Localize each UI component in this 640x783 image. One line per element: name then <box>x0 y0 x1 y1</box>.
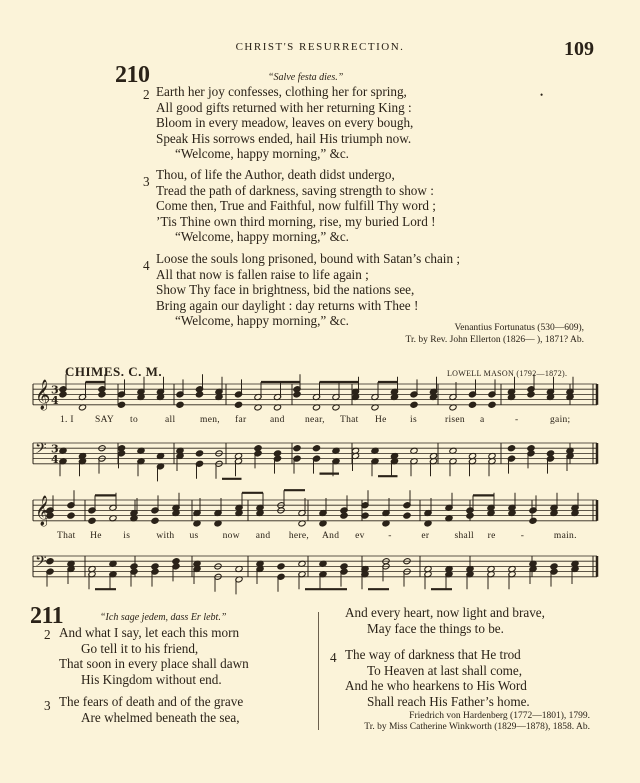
note-head <box>67 512 75 519</box>
note-head <box>117 401 125 408</box>
note-head <box>527 391 535 398</box>
stanza-refrain: “Welcome, happy morning,” &c. <box>175 229 349 245</box>
author-credit: Friedrich von Hardenberg (1772—1801), 1799. <box>409 711 590 721</box>
note-head <box>507 445 515 452</box>
stanza-line: Go tell it to his friend, <box>81 640 199 656</box>
lyric-word: 1. I <box>60 415 74 425</box>
stanza-number: 2 <box>44 627 51 642</box>
composer-credit: LOWELL MASON (1792—1872). <box>447 369 568 378</box>
tune-name: CHIMES. C. M. <box>65 364 163 379</box>
stanza-line: His Kingdom without end. <box>81 671 222 687</box>
lyric-word: - <box>515 415 519 425</box>
lyric-word: shall <box>454 531 474 541</box>
staff-lines <box>33 384 597 577</box>
note-head <box>403 512 411 519</box>
lyric-word: far <box>235 415 247 425</box>
stanza-line: And what I say, let each this morn <box>59 625 240 640</box>
hymn211-stanza-2 <box>59 625 249 687</box>
author-credit: Venantius Fortunatus (530—609), <box>454 323 584 333</box>
note-head <box>529 517 537 524</box>
translator-credit: Tr. by Rev. John Ellerton (1826— ), 1871? Ab. <box>405 335 584 345</box>
note-head <box>195 450 203 457</box>
time-signature: 4 <box>51 453 59 466</box>
stanza-refrain: “Welcome, happy morning,” &c. <box>175 146 349 162</box>
lyric-word: now <box>222 531 240 541</box>
note-head <box>277 563 285 570</box>
note-head <box>98 391 106 398</box>
lyric-word: us <box>189 531 199 541</box>
stanza-line: To Heaven at last shall come, <box>367 662 523 678</box>
lyric-word: That <box>340 415 359 425</box>
hymn-german-title: “Ich sage jedem, dass Er lebt.” <box>100 612 227 623</box>
note-head <box>293 445 301 452</box>
note-head <box>410 401 418 408</box>
hymn211-stanza-4 <box>345 647 530 709</box>
bass-clef-icon: 𝄢 <box>35 440 47 461</box>
stanza-line: Bloom in every meadow, leaves on every bough, <box>156 115 414 131</box>
clefs <box>35 379 59 574</box>
stanza-line: Come then, True and Faithful, now fulfill Thy word ; <box>156 198 436 214</box>
note-head <box>46 558 54 565</box>
note-head <box>312 445 320 452</box>
ink-dot: • <box>540 90 544 100</box>
lyric-word: He <box>90 531 102 541</box>
lyric-word: er <box>421 531 430 541</box>
note-head <box>176 401 184 408</box>
lyric-word: He <box>375 415 387 425</box>
note-head <box>234 401 242 408</box>
column-divider <box>318 612 319 730</box>
time-signature: 3 <box>51 442 59 456</box>
note-head <box>488 401 496 408</box>
stanza-number: 3 <box>143 174 150 189</box>
stanza-number: 3 <box>44 698 51 713</box>
stanza-line: Are whelmed beneath the sea, <box>81 709 240 725</box>
lyric-word: all <box>165 415 176 425</box>
lyric-word: And <box>322 531 340 541</box>
running-header: CHRIST'S RESURRECTION. <box>235 41 405 53</box>
stanza-line: Loose the souls long prisoned, bound with Satan’s chain ; <box>156 251 461 266</box>
page-number: 109 <box>564 38 594 60</box>
note-head <box>59 391 67 398</box>
time-signature: 3 <box>51 383 59 397</box>
note-head <box>468 401 476 408</box>
lyric-word: and <box>270 415 285 425</box>
stanza-line: Earth her joy confesses, clothing her for spring, <box>156 84 407 99</box>
hymn-number-210: 210 <box>115 62 150 88</box>
lyric-word: gain; <box>550 415 571 425</box>
stanza-line: ’Tis Thine own third morning, rise, my buried Lord ! <box>156 213 436 229</box>
stanza-line: And he who hearkens to His Word <box>345 678 527 694</box>
note-head <box>293 391 301 398</box>
lyric-word: is <box>123 531 131 541</box>
note-head <box>466 512 474 519</box>
note-head <box>151 517 159 524</box>
lyric-word: here, <box>288 531 310 541</box>
lyric-word: is <box>410 415 417 425</box>
stanza-line: Tread the path of darkness, saving strength to show : <box>156 182 434 198</box>
lyric-word: That <box>57 531 76 541</box>
bass-clef-icon: 𝄢 <box>35 553 47 574</box>
lyric-word: to <box>130 415 138 425</box>
lyric-word: with <box>156 531 175 541</box>
stanza-line: Shall reach His Father’s home. <box>367 693 530 709</box>
lyric-word: and <box>255 531 271 541</box>
note-head <box>340 512 348 519</box>
hymn211-stanza-3-continued <box>345 605 545 636</box>
lyric-word: - <box>520 531 525 541</box>
translator-credit: Tr. by Miss Catherine Winkworth (1829—1878), 1858. Ab. <box>364 722 590 732</box>
stanza-line: Thou, of life the Author, death didst undergo, <box>156 167 395 182</box>
lyric-word: re <box>487 531 496 541</box>
hymn211-stanza-3 <box>59 694 243 725</box>
stanza-line: Speak His sorrows ended, hail His triumph now. <box>156 130 412 146</box>
stanza-line: That soon in every place shall dawn <box>59 656 249 672</box>
hymn-number-211: 211 <box>30 603 64 629</box>
time-signature: 4 <box>51 394 59 407</box>
stanza-line: And every heart, now light and brave, <box>345 605 545 620</box>
treble-clef-icon: 𝄞 <box>35 496 51 526</box>
lyric-word: main. <box>553 531 577 541</box>
note-head <box>88 517 96 524</box>
stanza-line: All that now is fallen raise to life again ; <box>156 266 369 282</box>
lyric-word: men, <box>200 415 220 425</box>
lyric-word: - <box>388 531 392 541</box>
treble-clef-icon: 𝄞 <box>35 380 51 410</box>
stanza-number: 4 <box>330 650 337 665</box>
hymn-latin-title: “Salve festa dies.” <box>268 72 344 83</box>
stanza-line: May face the things to be. <box>367 620 504 636</box>
note-head <box>195 391 203 398</box>
stanza-line: Show Thy face in brightness, bid the nations see, <box>156 282 415 298</box>
stanza-number: 4 <box>143 258 150 273</box>
stanza-line: All good gifts returned with her returning King : <box>156 99 412 115</box>
stanza-line: Bring again our daylight : day returns with Thee ! <box>156 297 419 313</box>
lyric-word: ev <box>355 531 365 541</box>
bar-lines <box>33 384 597 577</box>
lyric-word: a <box>480 415 485 425</box>
lyric-word: SAY <box>95 415 115 425</box>
stanza-line: The fears of death and of the grave <box>59 694 244 709</box>
stanza-line: The way of darkness that He trod <box>345 647 521 662</box>
lyric-word: risen <box>445 415 465 425</box>
stanza-number: 2 <box>143 87 150 102</box>
lyric-word: near, <box>305 415 325 425</box>
stanza-refrain: “Welcome, happy morning,” &c. <box>175 313 349 329</box>
